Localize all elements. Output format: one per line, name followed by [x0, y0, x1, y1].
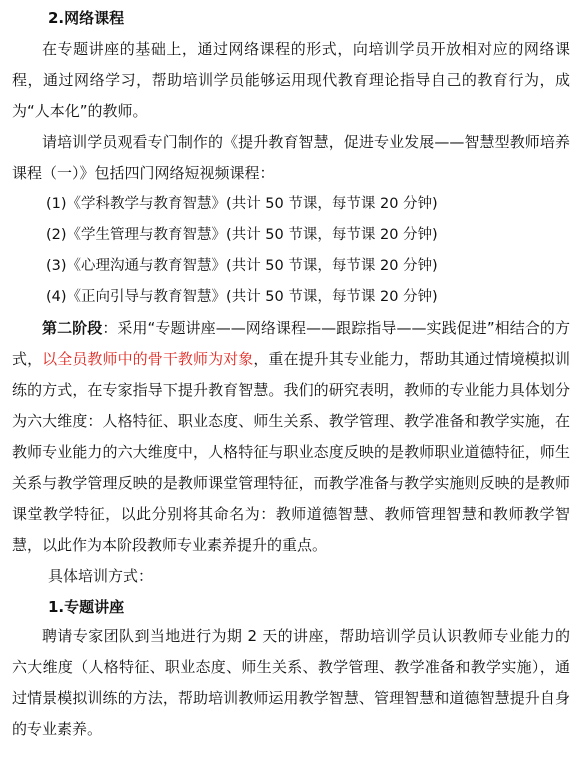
- course-item: (4)《正向引导与教育智慧》(共计 50 节课，每节课 20 分钟): [46, 289, 438, 305]
- stage-two-label: 第二阶段: [42, 319, 103, 337]
- section-heading-lectures: 1.专题讲座: [48, 598, 125, 616]
- lectures-paragraph: 聘请专家团队到当地进行为期 2 天的讲座，帮助培训学员认识教师专业能力的六大维度（人格特征、职业态度、师生关系、教学管理、教学准备和教学实施），通过情景模拟训练的方法，帮助培训教师运用教学智慧、管理智慧和道德智慧提升自身的专业素养。: [12, 627, 570, 738]
- course-item: (3)《心理沟通与教育智慧》(共计 50 节课，每节课 20 分钟): [46, 258, 438, 274]
- online-courses-watch-paragraph: 请培训学员观看专门制作的《提升教育智慧，促进专业发展——智慧型教师培养课程（一）》包括四门网络短视频课程：: [12, 133, 570, 182]
- training-methods-label: 具体培训方式：: [48, 567, 154, 585]
- stage-two-text-b: ，重在提升其专业能力，帮助其通过情境模拟训练的方式，在专家指导下提升教育智慧。我们的研究表明，教师的专业能力具体划分为六大维度：人格特征、职业态度、师生关系、教学管理、教学准备和教学实施，在教师专业能力的六大维度中，人格特征与职业态度反映的是教师职业道德特征，师生关系与教学管理反映的是教师课堂管理特征，而教学准备与教学实施则反映的是教师课堂教学特征，以此分别将其命名为：教师道德智慧、教师管理智慧和教师教学智慧，以此作为本阶段教师专业素养提升的重点。: [12, 350, 570, 554]
- course-item: (1)《学科教学与教育智慧》(共计 50 节课，每节课 20 分钟): [46, 196, 438, 212]
- online-courses-intro-paragraph: 在专题讲座的基础上，通过网络课程的形式，向培训学员开放相对应的网络课程，通过网络学习，帮助培训学员能够运用现代教育理论指导自己的教育行为，成为“人本化”的教师。: [12, 40, 570, 120]
- course-list: [12, 189, 570, 313]
- section-heading-online-courses: 2.网络课程: [48, 9, 125, 27]
- stage-two-highlight-text: 以全员教师中的骨干教师为对象: [42, 350, 254, 368]
- stage-two-paragraph: [12, 313, 570, 561]
- stage-two-text-a: ：采用“专题讲座——网络课程——跟踪指导——实践促进”相结合的方式，: [12, 319, 570, 368]
- course-item: (2)《学生管理与教育智慧》(共计 50 节课，每节课 20 分钟): [46, 227, 438, 243]
